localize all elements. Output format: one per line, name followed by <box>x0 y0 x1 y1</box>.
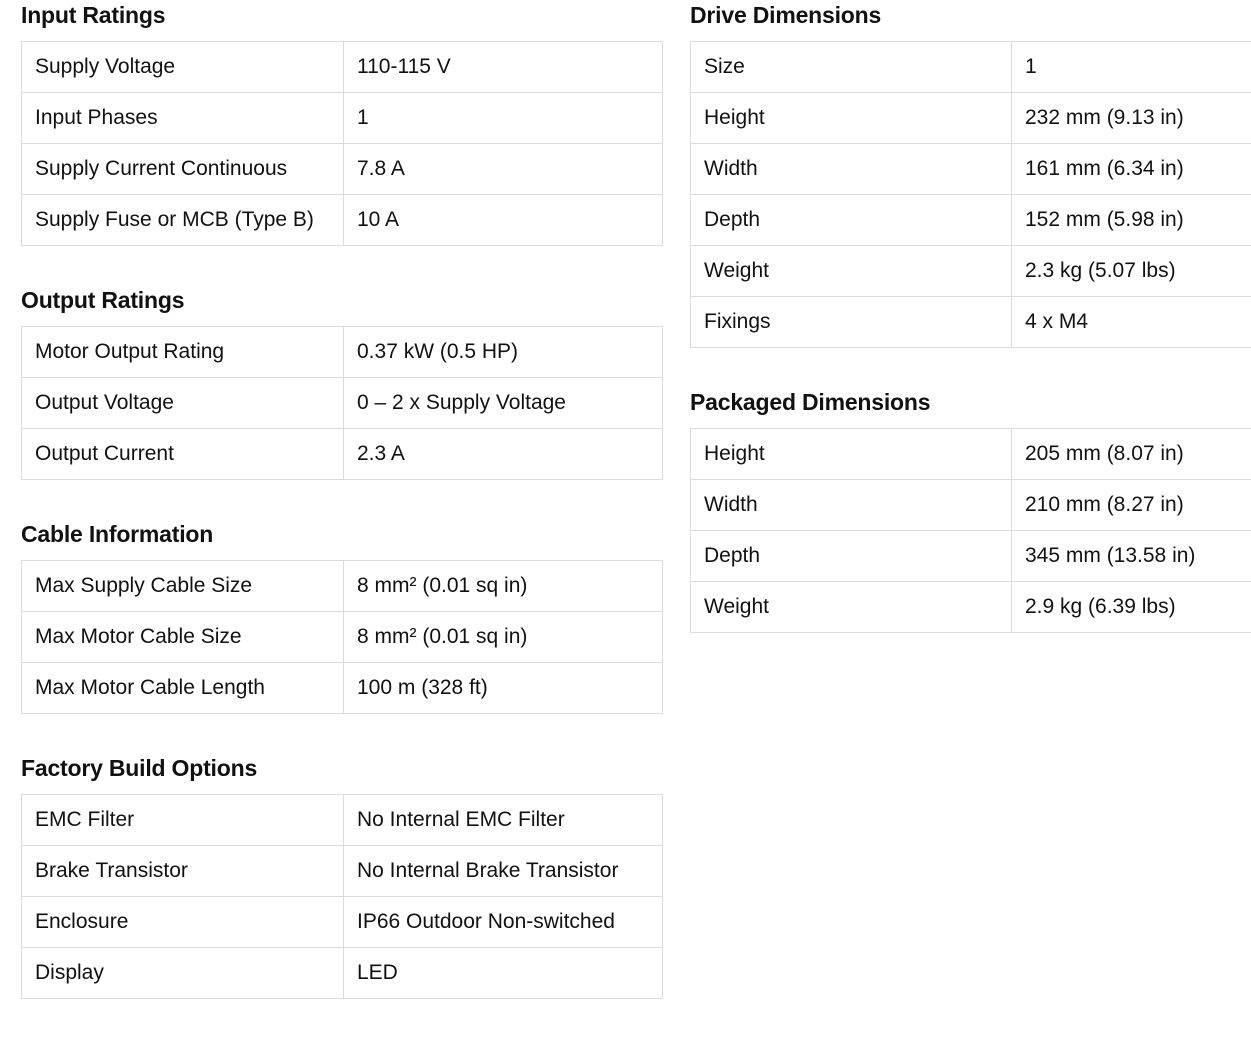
table-row <box>691 93 1251 144</box>
right-column <box>690 0 1251 633</box>
packaged-dimensions-section <box>690 388 1251 633</box>
input-ratings-section <box>21 1 663 246</box>
table-row <box>691 195 1251 246</box>
spec-table <box>21 560 663 714</box>
row-value: 110-115 V <box>344 42 663 93</box>
row-label: Supply Voltage <box>22 42 344 93</box>
row-value: No Internal Brake Transistor <box>344 846 663 897</box>
section-gap <box>21 480 663 519</box>
row-label: Depth <box>691 531 1012 582</box>
row-value: 1 <box>1012 42 1251 93</box>
table-row <box>22 327 663 378</box>
table-row <box>22 846 663 897</box>
table-row <box>22 378 663 429</box>
row-value: 161 mm (6.34 in) <box>1012 144 1251 195</box>
table-row <box>22 897 663 948</box>
row-label: Height <box>691 93 1012 144</box>
row-label: Enclosure <box>22 897 344 948</box>
section-title: Input Ratings <box>21 2 166 28</box>
section-gap <box>21 714 663 753</box>
row-label: Fixings <box>691 297 1012 348</box>
row-value: 205 mm (8.07 in) <box>1012 429 1251 480</box>
table-row <box>691 531 1251 582</box>
table-row <box>22 795 663 846</box>
row-label: Input Phases <box>22 93 344 144</box>
row-label: EMC Filter <box>22 795 344 846</box>
row-value: 210 mm (8.27 in) <box>1012 480 1251 531</box>
section-title: Packaged Dimensions <box>690 389 931 415</box>
row-value: 0 – 2 x Supply Voltage <box>344 378 663 429</box>
row-value: 2.3 A <box>344 429 663 480</box>
table-row <box>691 42 1251 93</box>
row-label: Weight <box>691 246 1012 297</box>
section-gap <box>690 348 1251 387</box>
output-ratings-section <box>21 286 663 480</box>
row-value: No Internal EMC Filter <box>344 795 663 846</box>
row-value: 10 A <box>344 195 663 246</box>
table-row <box>691 429 1251 480</box>
row-value: 152 mm (5.98 in) <box>1012 195 1251 246</box>
row-label: Max Motor Cable Length <box>22 663 344 714</box>
table-row <box>22 612 663 663</box>
table-row <box>22 144 663 195</box>
table-row <box>22 663 663 714</box>
row-value: 7.8 A <box>344 144 663 195</box>
row-label: Size <box>691 42 1012 93</box>
row-value: 4 x M4 <box>1012 297 1251 348</box>
table-row <box>691 297 1251 348</box>
table-row <box>22 948 663 999</box>
cable-information-section <box>21 520 663 714</box>
factory-build-options-section <box>21 754 663 999</box>
spec-table <box>21 41 663 246</box>
table-row <box>691 480 1251 531</box>
row-label: Height <box>691 429 1012 480</box>
spec-table <box>21 326 663 480</box>
row-value: 232 mm (9.13 in) <box>1012 93 1251 144</box>
row-label: Supply Fuse or MCB (Type B) <box>22 195 344 246</box>
spec-table <box>21 794 663 999</box>
table-row <box>22 429 663 480</box>
row-label: Brake Transistor <box>22 846 344 897</box>
spec-table <box>690 41 1251 348</box>
left-column <box>21 0 663 999</box>
row-label: Width <box>691 144 1012 195</box>
section-title: Cable Information <box>21 521 214 547</box>
row-label: Supply Current Continuous <box>22 144 344 195</box>
row-label: Motor Output Rating <box>22 327 344 378</box>
row-value: 2.3 kg (5.07 lbs) <box>1012 246 1251 297</box>
table-row <box>22 42 663 93</box>
section-title: Factory Build Options <box>21 755 258 781</box>
row-label: Output Current <box>22 429 344 480</box>
row-label: Weight <box>691 582 1012 633</box>
drive-dimensions-section <box>690 1 1251 348</box>
row-value: 2.9 kg (6.39 lbs) <box>1012 582 1251 633</box>
row-label: Width <box>691 480 1012 531</box>
row-value: 100 m (328 ft) <box>344 663 663 714</box>
row-value: 0.37 kW (0.5 HP) <box>344 327 663 378</box>
row-label: Max Supply Cable Size <box>22 561 344 612</box>
table-row <box>691 246 1251 297</box>
table-row <box>22 195 663 246</box>
table-row <box>691 582 1251 633</box>
table-row <box>691 144 1251 195</box>
row-label: Display <box>22 948 344 999</box>
table-row <box>22 93 663 144</box>
row-label: Depth <box>691 195 1012 246</box>
section-title: Drive Dimensions <box>690 2 882 28</box>
row-value: IP66 Outdoor Non-switched <box>344 897 663 948</box>
spec-table <box>690 428 1251 633</box>
row-value: LED <box>344 948 663 999</box>
row-label: Max Motor Cable Size <box>22 612 344 663</box>
row-value: 1 <box>344 93 663 144</box>
row-value: 8 mm² (0.01 sq in) <box>344 612 663 663</box>
row-label: Output Voltage <box>22 378 344 429</box>
row-value: 345 mm (13.58 in) <box>1012 531 1251 582</box>
table-row <box>22 561 663 612</box>
section-gap <box>21 246 663 285</box>
section-title: Output Ratings <box>21 287 185 313</box>
row-value: 8 mm² (0.01 sq in) <box>344 561 663 612</box>
